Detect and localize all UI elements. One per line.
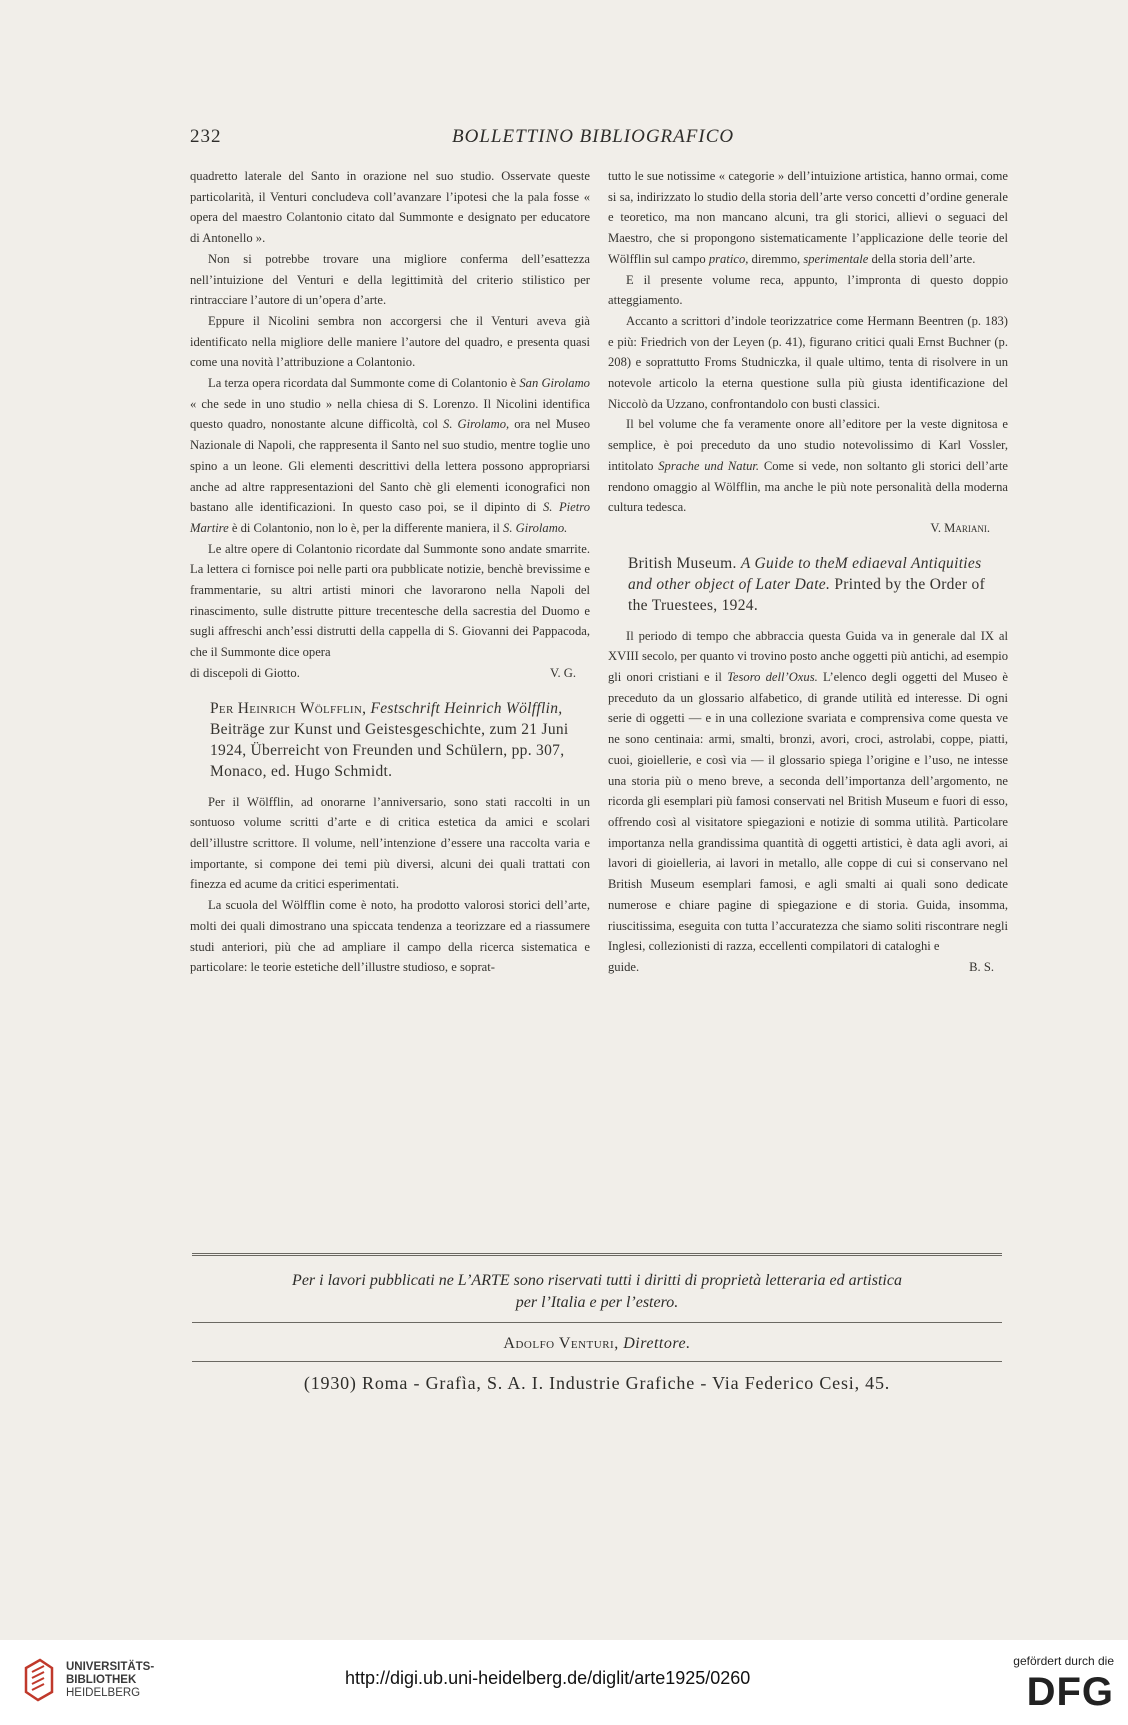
director-line: Adolfo Venturi, Direttore. xyxy=(503,1335,691,1352)
left-paragraph-4: La terza opera ricordata dal Summonte come di Colantonio è San Girolamo « che sede in uno studio » nella chiesa di S. Lorenzo. Il Nicolini identifica questo quadro, nonostante alcune difficoltà, col S. Girolamo, ora nel Museo Nazionale di Napoli, che rappresenta il Santo nel suo studio, mentre toglie uno spino a un leone. Gli elementi descrittivi della lettera possono appropriarsi anche ad altre rappresentazioni del Santo chè gli elementi iconografici non bastano alle identificazioni. In questo caso poi, se il dipinto di S. Pietro Martire è di Colantonio, non lo è, per la differente maniera, il S. Girolamo. xyxy=(190,376,590,535)
page-number: 232 xyxy=(190,126,222,147)
footer-rule-top xyxy=(192,1253,1002,1256)
left-paragraph-7: La scuola del Wölfflin come è noto, ha prodotto valorosi storici dell’arte, molti dei quali dimostrano una spiccata tendenza a teorizzare ed a riassumere studi anteriori, più che ad ampliare il campo della ricerca sistematica e particolare: le teorie estetiche dell’illustre studioso, e soprat- xyxy=(190,898,590,975)
permalink-url[interactable]: http://digi.ub.uni-heidelberg.de/diglit/arte1925/0260 xyxy=(345,1668,751,1688)
signature-row-bs xyxy=(608,957,1008,978)
left-paragraph-2: Non si potrebbe trovare una migliore conferma dell’esattezza nell’intuizione del Venturi e della legittimità del criterio stilistico per rintracciare l’autore di un’opera d’arte. xyxy=(190,251,590,308)
right-paragraph-4: Il bel volume che fa veramente onore all’editore per la veste dignitosa e semplice, è poi preceduto da uno studio notevolissimo di Karl Vossler, intitolato Sprache und Natur. Come si vede, non soltanto gli storici dell’arte rendono omaggio al Wölfflin, ma anche le più note personalità della moderna cultura tedesca. xyxy=(608,417,1008,515)
copyright-notice-line-2: per l’Italia e per l’estero. xyxy=(515,1294,679,1311)
dfg-logo: DFG xyxy=(1026,1670,1114,1714)
left-column xyxy=(190,166,590,978)
left-paragraph-5-end: di discepoli di Giotto. xyxy=(190,665,300,680)
running-title: BOLLETTINO BIBLIOGRAFICO xyxy=(452,126,735,147)
right-paragraph-5-end: guide. xyxy=(608,959,640,974)
footer-rule-bottom xyxy=(192,1361,1002,1362)
printer-imprint: (1930) Roma - Grafìa, S. A. I. Industrie Grafiche - Via Federico Cesi, 45. xyxy=(303,1373,891,1393)
right-paragraph-2: E il presente volume reca, appunto, l’impronta di questo doppio atteggiamento. xyxy=(608,272,1008,308)
left-paragraph-3: Eppure il Nicolini sembra non accorgersi che il Venturi aveva già identificato nella migliore delle maniere l’autore del quadro, e presenta quasi come una novità l’attribuzione a Colantonio. xyxy=(190,313,590,370)
left-paragraph-6: Per il Wölfflin, ad onorarne l’anniversario, sono stati raccolti in un sontuoso volume scritti d’arte e di critica estetica da amici e scolari dell’illustre scrittore. Il volume, nell’intenzione d’essere una raccolta varia e importante, si compone dei temi più diversi, alcuni dei quali trattati con finezza ed acume da critici esperimentati. xyxy=(190,794,590,892)
right-paragraph-1: tutto le sue notissime « categorie » dell’intuizione artistica, hanno ormai, come si sa, indirizzato lo studio della storia dell’arte verso concetti d’ordine generale e teoretico, ma non mancano alcuni, tra gli storici, allievi o seguaci del Maestro, che si propongono sistematicamente l’applicazione delle teorie del Wölfflin sul campo pratico, diremmo, sperimentale della storia dell’arte. xyxy=(608,169,1008,266)
signature-bs: B. S. xyxy=(969,959,994,974)
funded-by-label: gefördert durch die xyxy=(1013,1654,1114,1668)
right-column xyxy=(608,166,1008,978)
university-library-logo-icon xyxy=(22,1658,56,1702)
signature-mariani: V. Mariani. xyxy=(930,520,990,535)
review-heading-british-museum: British Museum. A Guide to theM ediaeval Antiquities and other object of Later Date. Printed by the Order of the Truestees, 1924. xyxy=(628,554,986,614)
right-paragraph-3: Accanto a scrittori d’indole teorizzatrice come Hermann Beentren (p. 183) e più: Friedrich von der Leyen (p. 41), figurano critici quali Ernst Buchner (p. 208) e soprattutto Froms Studniczka, il quale ultimo, tenta di risolvere in un notevole articolo la eterna questione sulla più giusta identificazione del Niccolò da Uzzano, confrontandolo con busti classici. xyxy=(608,313,1008,411)
left-paragraph-5: Le altre opere di Colantonio ricordate dal Summonte sono andate smarrite. La lettera ci fornisce poi nelle parti ora pubblicate notizie, benchè brevissime e frammentarie, su altri artisti minori che lavorarono nella Napoli del rinascimento, sulle distrutte pitture trecentesche della sacrestia del Duomo e sugli affreschi anch’essi distrutti della cappella di S. Giovanni dei Pappacoda, che il Summonte dice opera xyxy=(190,541,590,660)
signature-vg: V. G. xyxy=(549,665,576,680)
review-heading-wolfflin: Per Heinrich Wölfflin, Festschrift Heinrich Wölfflin, Beiträge zur Kunst und Geistesgeschichte, zum 21 Juni 1924, Überreicht von Freunden und Schülern, pp. 307, Monaco, ed. Hugo Schmidt. xyxy=(210,699,569,780)
copyright-notice-line-1: Per i lavori pubblicati ne L’ARTE sono riservati tutti i diritti di proprietà letteraria ed artistica xyxy=(292,1272,902,1289)
signature-row-vg xyxy=(190,663,590,684)
right-paragraph-5: Il periodo di tempo che abbraccia questa Guida va in generale dal IX al XVIII secolo, per quanto vi trovino posto anche oggetti più antichi, ad esempio gli onori cristiani e il Tesoro dell’Oxus. L’elenco degli oggetti del Museo è preceduto da un glossario alfabetico, di grande utilità ed interesse. Di ogni serie di oggetti — e in una collezione svariata e comprensiva come questa ve ne sono centinaia: armi, smalti, bronzi, avori, croci, astrolabi, coppe, piatti, cuoi, gioiellerie, e così via — il glossario spiega l’origine e l’uso, ne intesse una storia più o meno breve, a seconda dell’importanza dell’argomento, ne ricorda gli esemplari più famosi conservati nel British Museum e fuori di esso, offrendo così al visitatore spiegazioni e notizie di somma utilità. Particolare importanza nella grandissima quantità di oggetti artistici, è data agli avori, ai lavori di gioielleria, ai lavori in metallo, alle coppe di cui si conservano nel British Museum esemplari famosi, e agli smalti ai quali sono dedicate numerose e chiare pagine di spiegazione e di storia. Guida, insomma, riuscitissima, eseguita con tutta l’accuratezza che siamo soliti riscontrare negli Inglesi, collezionisti di razza, eccellenti compilatori di cataloghi e xyxy=(608,628,1008,954)
left-paragraph-1: quadretto laterale del Santo in orazione nel suo studio. Osservate queste particolarità, il Venturi concludeva coll’avanzare l’ipotesi che la pala fosse « opera del maestro Colantonio citato dal Summonte e designato per educatore di Antonello ». xyxy=(190,169,590,246)
university-library-name: UNIVERSITÄTS- BIBLIOTHEK HEIDELBERG xyxy=(66,1661,155,1699)
footer-rule-middle xyxy=(192,1322,1002,1323)
